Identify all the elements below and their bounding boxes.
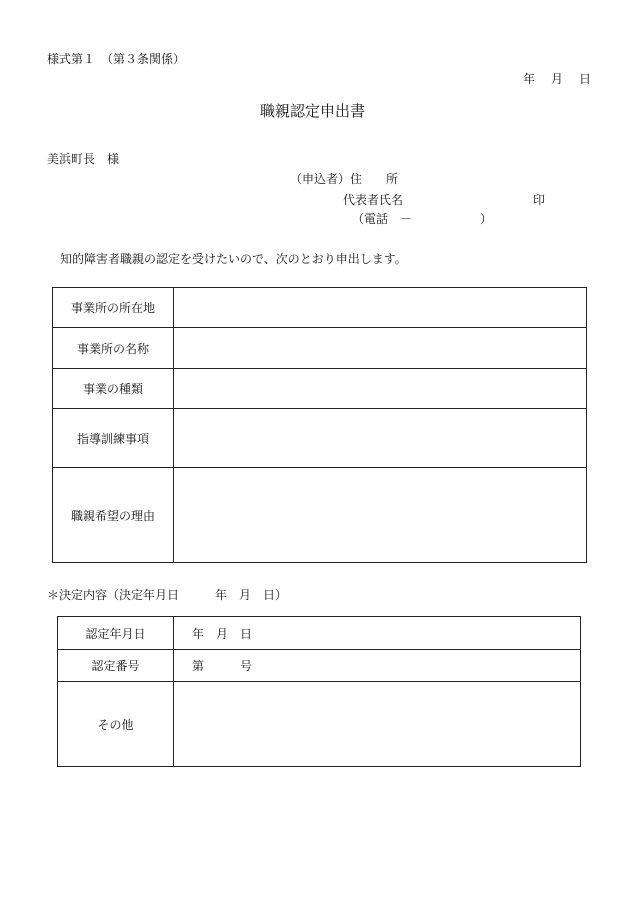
table-row — [53, 288, 587, 328]
decision-heading: ＊決定内容（決定年月日 年 月 日） — [47, 588, 288, 602]
date-line: 年 月 日 — [523, 72, 594, 86]
table-row — [58, 617, 581, 650]
table-row — [53, 409, 587, 468]
training-items-field[interactable] — [174, 409, 587, 468]
table-row — [53, 468, 587, 563]
addressee: 美浜町長 様 — [47, 152, 120, 166]
location-field[interactable] — [174, 288, 587, 328]
reason-label: 職親希望の理由 — [53, 468, 174, 563]
table-row — [58, 650, 581, 682]
reason-field[interactable] — [174, 468, 587, 563]
form-number: 様式第１ （第３条関係） — [47, 52, 186, 66]
business-name-field[interactable] — [174, 328, 587, 369]
phone-close: ） — [480, 212, 493, 226]
decision-date-field[interactable]: 年 月 日 — [174, 617, 581, 650]
decision-date-label: 認定年月日 — [58, 617, 174, 650]
table-row — [53, 328, 587, 369]
business-name-label: 事業所の名称 — [53, 328, 174, 369]
application-table — [52, 287, 587, 563]
business-type-field[interactable] — [174, 369, 587, 409]
page-title: 職親認定申出書 — [260, 102, 366, 120]
table-row — [53, 369, 587, 409]
other-field[interactable] — [174, 682, 581, 767]
other-label: その他 — [58, 682, 174, 767]
phone-label: （電話 － — [352, 212, 413, 226]
business-type-label: 事業の種類 — [53, 369, 174, 409]
location-label: 事業所の所在地 — [53, 288, 174, 328]
decision-table — [57, 616, 581, 767]
decision-number-label: 認定番号 — [58, 650, 174, 682]
statement: 知的障害者職親の認定を受けたいので、次のとおり申出します。 — [60, 252, 407, 266]
decision-number-field[interactable]: 第 号 — [174, 650, 581, 682]
representative-name-label: 代表者氏名 — [343, 193, 404, 207]
applicant-address-label: （申込者）住 所 — [290, 172, 399, 186]
seal-label: 印 — [533, 193, 546, 207]
training-items-label: 指導訓練事項 — [53, 409, 174, 468]
table-row — [58, 682, 581, 767]
